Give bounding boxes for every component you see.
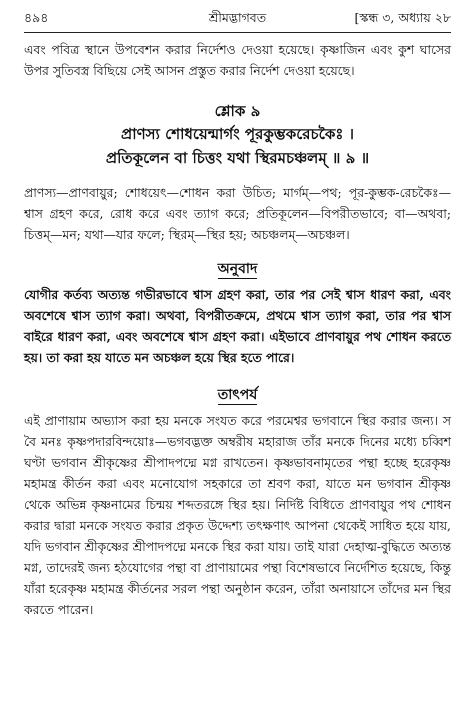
header-divider <box>24 32 451 33</box>
purport-paragraph: এই প্রাণায়াম অভ্যাস করা হয় মনকে সংযত করে পরমেশ্বর ভগবানে স্থির করার জন্য। স বৈ মনঃ কৃষ্ণপদারবিন্দয়োঃ—ভগবদ্ভক্ত অম্বরীষ মহারাজ তাঁর মনকে দিনের মধ্যে চব্বিশ ঘণ্টা ভগবান শ্রীকৃষ্ণের শ্রীপাদপদ্মে মগ্ন রাখতেন। কৃষ্ণভাবনামৃতের পন্থা হচ্ছে হরেকৃষ্ণ মহামন্ত্র কীর্তন করা এবং মনোযোগ সহকারে তা শ্রবণ করা, যাতে মন ভগবান শ্রীকৃষ্ণ থেকে অভিন্ন কৃষ্ণনামের চিন্ময় শব্দতরঙ্গে স্থির হয়। নির্দিষ্ট বিধিতে প্রাণবায়ুর পথ শোধন করার দ্বারা মনকে সংযত করার প্রকৃত উদ্দেশ্য তৎক্ষণাৎ আপনা থেকেই সাধিত হয়ে যায়, যদি ভগবান শ্রীকৃষ্ণের শ্রীপাদপদ্মে মনকে স্থির করা যায়। তাই যারা দেহাত্ম-বুদ্ধিতে অত্যন্ত মগ্ন, তাদেরই জন্য হঠযোগের পন্থা বা প্রাণায়ামের পন্থা বিশেষভাবে নির্দেশিত হয়েছে, কিন্তু যাঁরা হরেকৃষ্ণ মহামন্ত্র কীর্তনের সরল পন্থা অনুষ্ঠান করেন, তাঁরা অনায়াসে তাঁদের মন স্থির করতে পারেন। <box>24 413 451 617</box>
page-header <box>24 10 451 28</box>
purport-heading <box>24 384 451 406</box>
verse-line-1: প্রাণস্য শোধয়েন্মার্গং পূরকুম্ভকরেচকৈঃ । <box>121 125 354 143</box>
page-number: ৪৯৪ <box>24 10 49 25</box>
book-title: শ্রীমদ্ভাগবত <box>208 10 267 25</box>
translation-heading-text: অনুবাদ <box>217 261 258 277</box>
verse-line-2: প্রতিকূলেন বা চিত্তং যথা স্থিরমচঞ্চলম্ ॥ ৯ ॥ <box>105 149 370 167</box>
verse-label: শ্লোক ৯ <box>214 102 261 120</box>
synonyms-paragraph: প্রাণস্য—প্রাণবায়ুর; শোধয়েৎ—শোধন করা উচিত; মার্গম্—পথ; পূর-কুম্ভক-রেচকৈঃ—শ্বাস গ্রহণ করে, রোধ করে এবং ত্যাগ করে; প্রতিকূলেন—বিপরীতভাবে; বা—অথবা; চিত্তম্—মন; যথা—যার ফলে; স্থিরম্—স্থির হয়; অচঞ্চলম্—অচঞ্চল। <box>24 185 451 242</box>
translation-paragraph: যোগীর কর্তব্য অত্যন্ত গভীরভাবে শ্বাস গ্রহণ করা, তার পর সেই শ্বাস ধারণ করা, এবং অবশেষে শ্বাস ত্যাগ করা। অথবা, বিপরীতক্রমে, প্রথমে শ্বাস ত্যাগ করা, তার পর শ্বাস বাইরে ধারণ করা, এবং অবশেষে শ্বাস গ্রহণ করা। এইভাবে প্রাণবায়ুর পথ শোধন করতে হয়। তা করা হয় যাতে মন অচঞ্চল হয়ে স্থির হতে পারে। <box>24 287 451 365</box>
intro-paragraph: এবং পবিত্র স্থানে উপবেশন করার নির্দেশও দেওয়া হয়েছে। কৃষ্ণাজিন এবং কুশ ঘাসের উপর সুতিবস্ত্র বিছিয়ে সেই আসন প্রস্তুত করার নির্দেশ দেওয়া হয়েছে। <box>24 42 451 78</box>
purport-heading-text: তাৎপর্য <box>217 387 258 403</box>
translation-heading <box>24 258 451 280</box>
section-reference: [স্কন্ধ ৩, অধ্যায় ২৮ <box>354 10 451 25</box>
